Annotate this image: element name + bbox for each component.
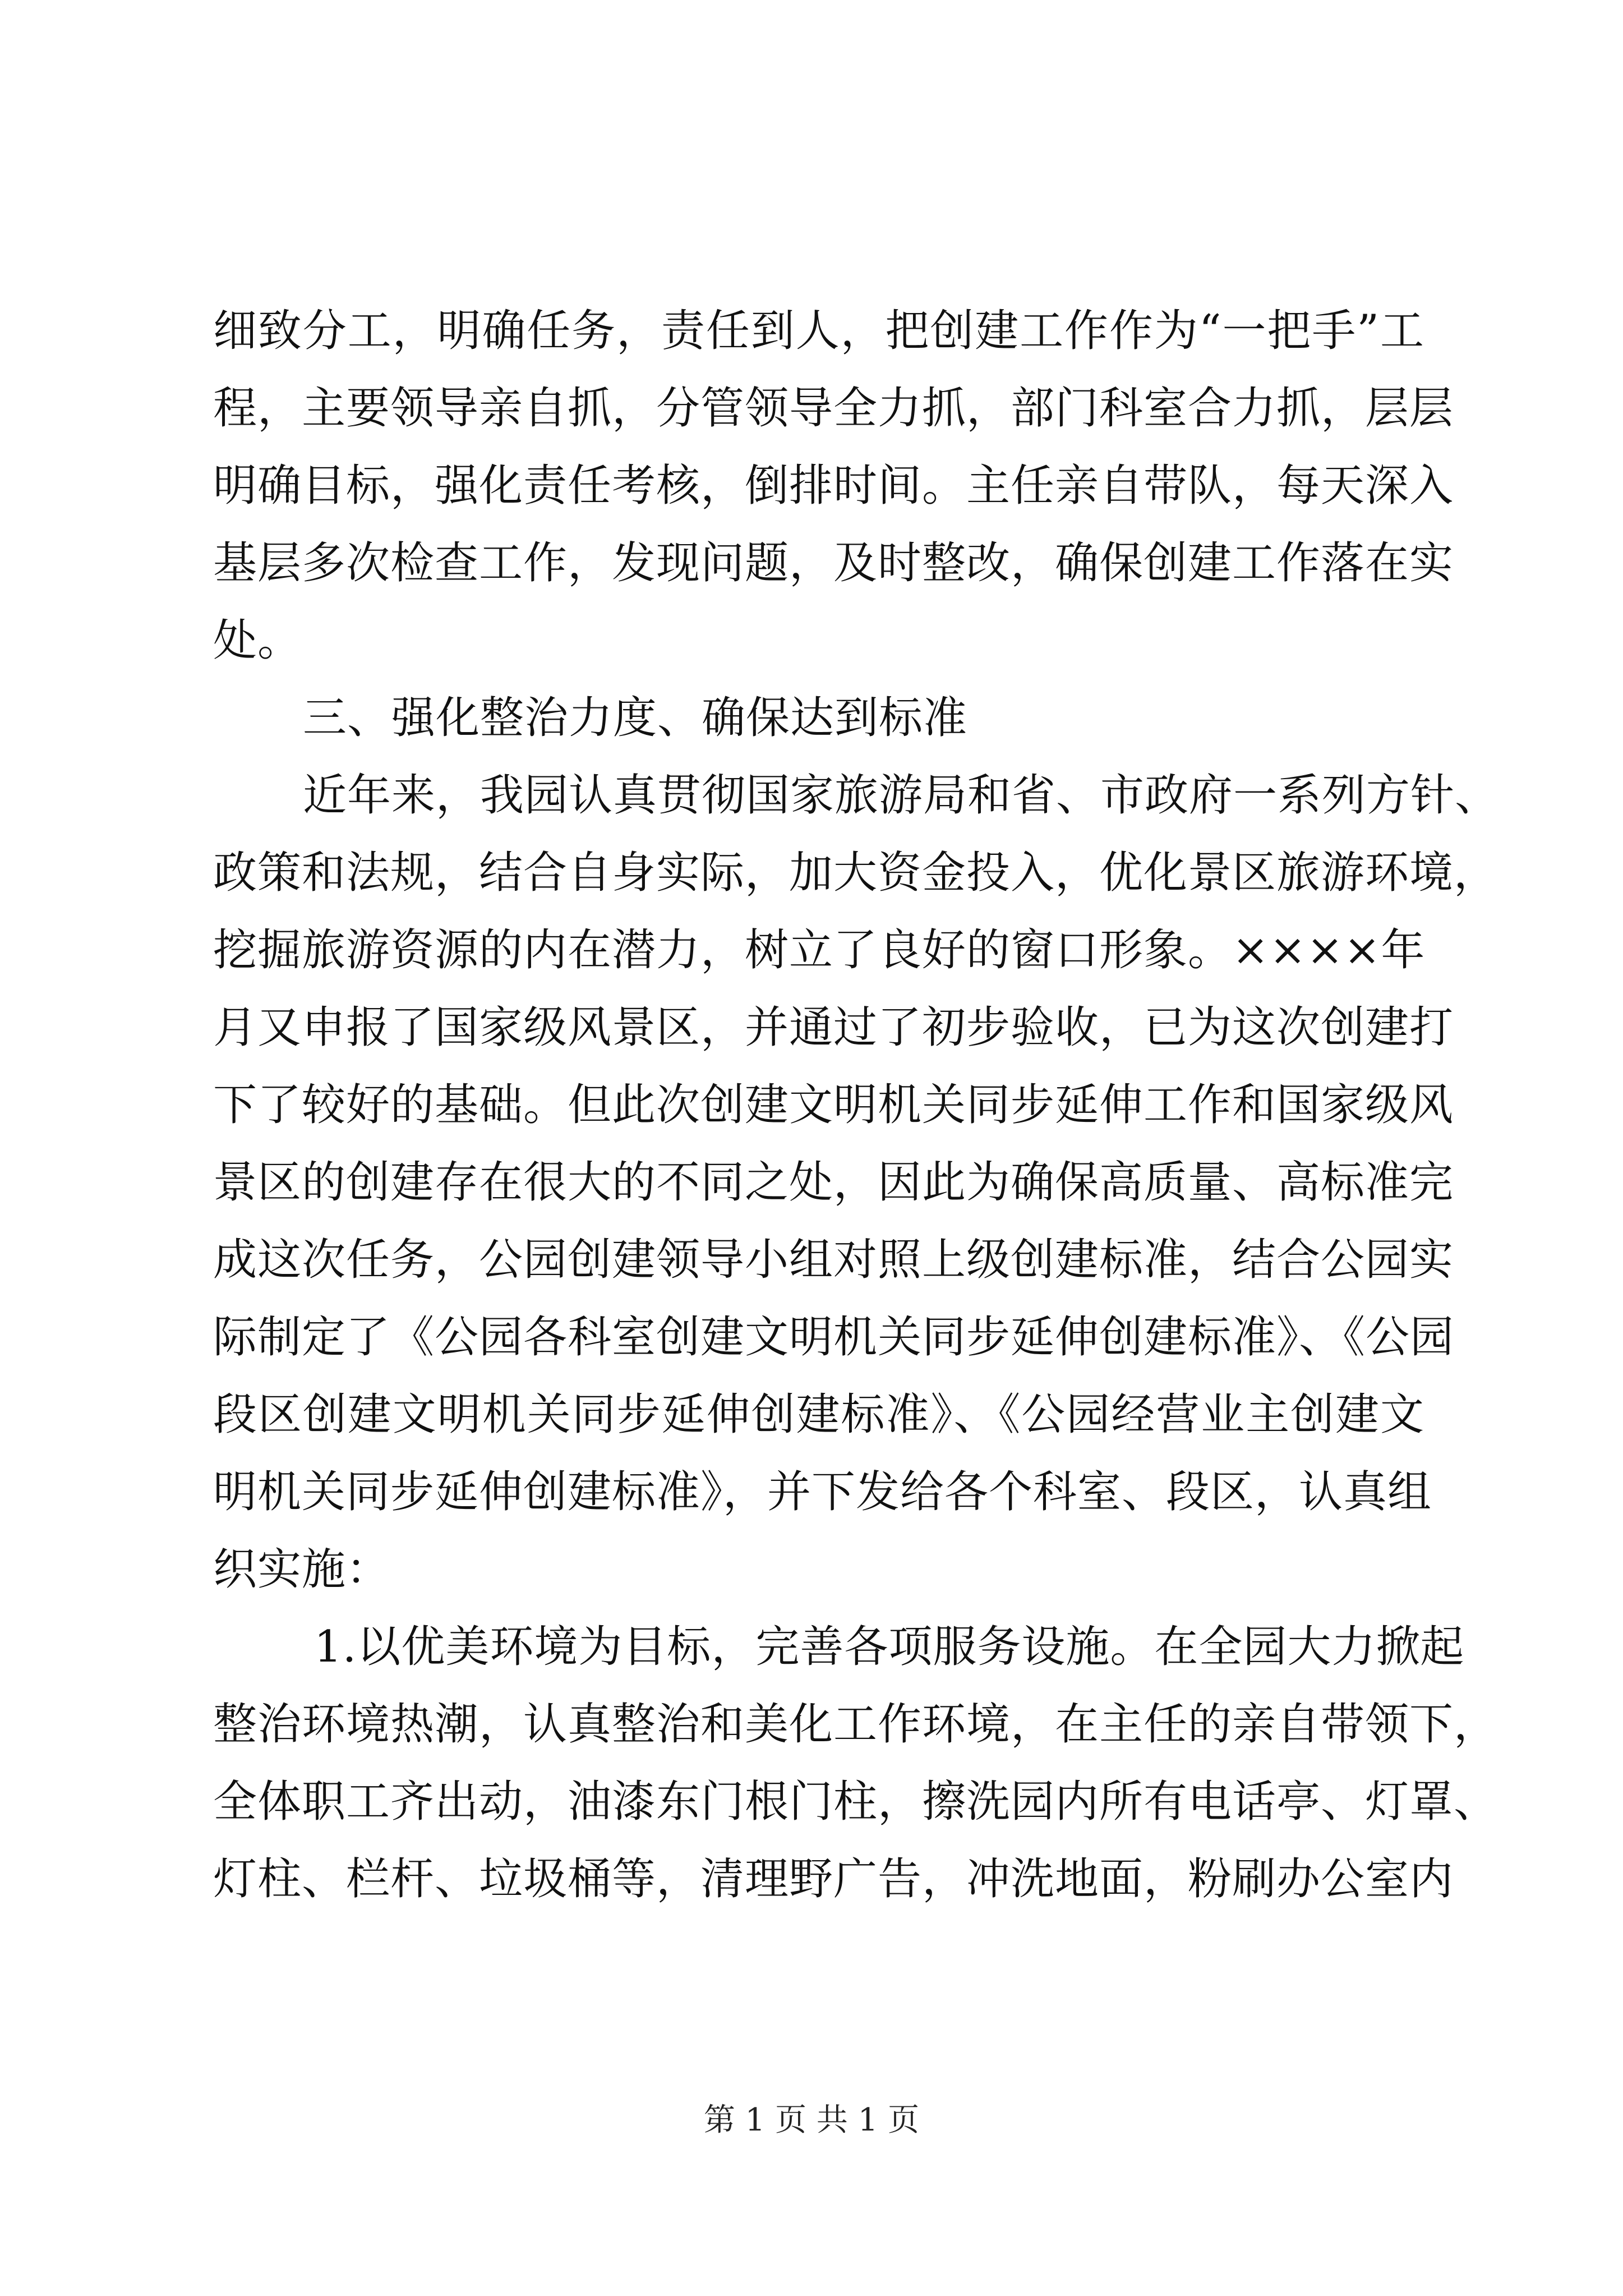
page-footer: 第 1 页 共 1 页 bbox=[703, 2102, 920, 2138]
body-line-11: 下了较好的基础。但此次创建文明机关同步延伸工作和国家级风 bbox=[213, 1080, 1454, 1130]
body-line-3: 明确目标，强化责任考核，倒排时间。主任亲自带队，每天深入 bbox=[213, 461, 1454, 511]
section-heading: 三、强化整治力度、确保达到标准 bbox=[303, 693, 968, 743]
body-line-16: 明机关同步延伸创建标准》，并下发给各个科室、段区，认真组 bbox=[213, 1467, 1432, 1517]
body-line-4: 基层多次检查工作，发现问题，及时整改，确保创建工作落在实 bbox=[213, 538, 1454, 588]
body-line-14: 际制定了《公园各科室创建文明机关同步延伸创建标准》、《公园 bbox=[213, 1312, 1455, 1363]
body-line-12: 景区的创建存在很大的不同之处，因此为确保高质量、高标准完 bbox=[213, 1157, 1454, 1208]
body-line-9: 挖掘旅游资源的内在潜力，树立了良好的窗口形象。××××年 bbox=[213, 925, 1426, 976]
body-line-20: 全体职工齐出动，油漆东门根门柱，擦洗园内所有电话亭、灯罩、 bbox=[213, 1777, 1498, 1827]
body-line-13: 成这次任务，公园创建领导小组对照上级创建标准，结合公园实 bbox=[213, 1235, 1454, 1285]
body-line-8: 政策和法规，结合自身实际，加大资金投入，优化景区旅游环境， bbox=[213, 848, 1498, 898]
body-line-17: 织实施： bbox=[213, 1544, 391, 1595]
body-line-15: 段区创建文明机关同步延伸创建标准》、《公园经营业主创建文 bbox=[213, 1389, 1424, 1440]
body-line-2: 程，主要领导亲自抓，分管领导全力抓，部门科室合力抓，层层 bbox=[213, 383, 1454, 434]
body-line-1: 细致分工，明确任务，责任到人，把创建工作作为“一把手”工 bbox=[213, 306, 1424, 356]
body-line-18: 1.以优美环境为目标，完善各项服务设施。在全园大力掀起 bbox=[314, 1622, 1465, 1672]
body-line-10: 月又申报了国家级风景区，并通过了初步验收，已为这次创建打 bbox=[213, 1002, 1454, 1053]
body-line-5: 处。 bbox=[213, 615, 302, 666]
body-line-7: 近年来，我园认真贯彻国家旅游局和省、市政府一系列方针、 bbox=[303, 770, 1500, 821]
body-line-19: 整治环境热潮，认真整治和美化工作环境，在主任的亲自带领下， bbox=[213, 1699, 1498, 1750]
body-line-21: 灯柱、栏杆、垃圾桶等，清理野广告，冲洗地面，粉刷办公室内 bbox=[213, 1854, 1454, 1904]
